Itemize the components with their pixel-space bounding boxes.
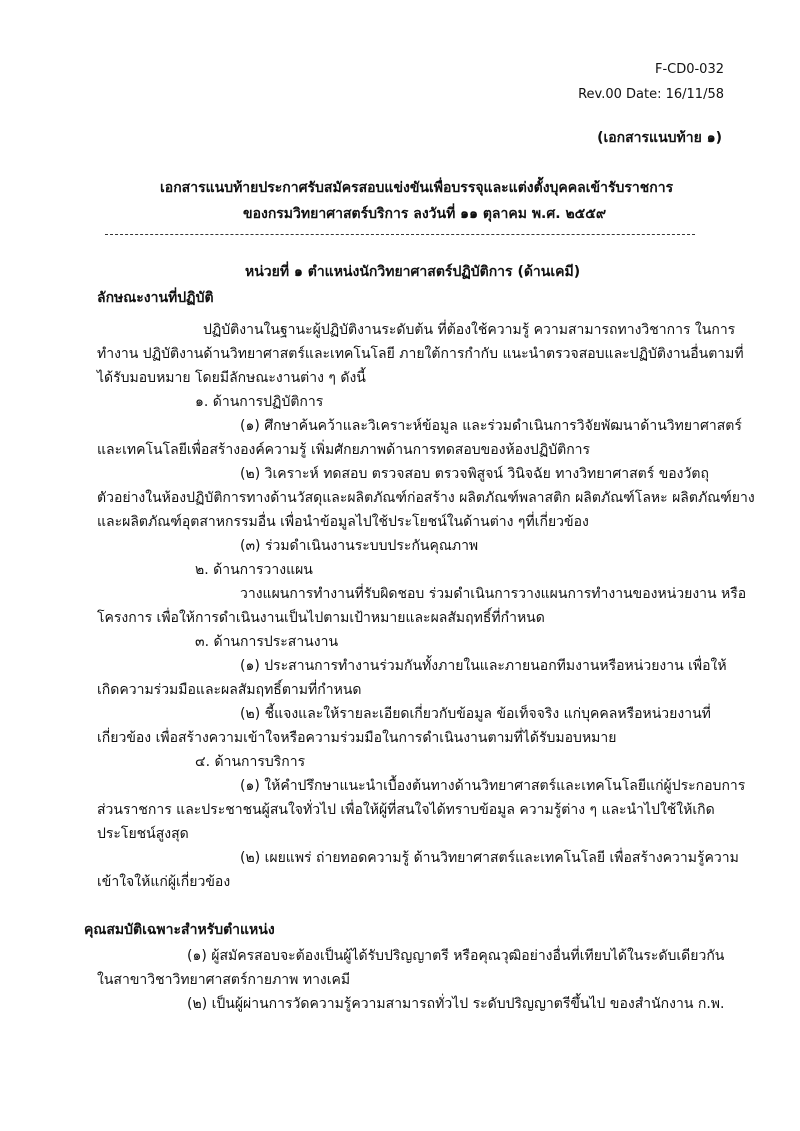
intro-line: ทำงาน ปฏิบัติงานด้านวิทยาศาสตร์และเทคโนโลยี ภายใต้การกำกับ แนะนำตรวจสอบและปฏิบัติงานอื่นตามที่ (97, 346, 744, 362)
coordination-item-2-cont: เกี่ยวข้อง เพื่อสร้างความเข้าใจหรือความร่วมมือในการดำเนินงานตามที่ได้รับมอบหมาย (97, 730, 617, 746)
duties-heading: ลักษณะงานที่ปฏิบัติ (97, 290, 214, 306)
intro-line: ได้รับมอบหมาย โดยมีลักษณะงานต่าง ๆ ดังนี้ (97, 370, 366, 386)
section-planning-title: ๒. ด้านการวางแผน (195, 562, 313, 578)
qualifications-heading: คุณสมบัติเฉพาะสำหรับตำแหน่ง (84, 922, 275, 938)
operations-item-2: (๒) วิเคราะห์ ทดสอบ ตรวจสอบ ตรวจพิสูจน์ วินิจฉัย ทางวิทยาศาสตร์ ของวัตถุ (240, 466, 709, 482)
planning-body: วางแผนการทำงานที่รับผิดชอบ ร่วมดำเนินการวางแผนการทำงานของหน่วยงาน หรือ (240, 586, 747, 602)
unit-heading: หน่วยที่ ๑ ตำแหน่งนักวิทยาศาสตร์ปฏิบัติการ (ด้านเคมี) (245, 264, 581, 280)
doc-title-line2: ของกรมวิทยาศาสตร์บริการ ลงวันที่ ๑๑ ตุลาคม พ.ศ. ๒๕๕๙ (243, 206, 607, 222)
service-item-1: (๑) ให้คำปรึกษาแนะนำเบื้องต้นทางด้านวิทยาศาสตร์และเทคโนโลยีแก่ผู้ประกอบการ (240, 778, 746, 794)
section-operations-title: ๑. ด้านการปฏิบัติการ (195, 394, 324, 410)
service-item-1-cont: ส่วนราชการ และประชาชนผู้สนใจทั่วไป เพื่อให้ผู้ที่สนใจได้ทราบข้อมูล ความรู้ต่าง ๆ และนำไปใช้ให้เกิด (97, 802, 715, 818)
attachment-label: (เอกสารแนบท้าย ๑) (597, 130, 722, 146)
form-code: F-CD0-032 (654, 62, 724, 77)
operations-item-2-cont: และผลิตภัณฑ์อุตสาหกรรมอื่น เพื่อนำข้อมูลไปใช้ประโยชน์ในด้านต่าง ๆที่เกี่ยวข้อง (97, 514, 589, 530)
intro-line: ปฏิบัติงานในฐานะผู้ปฏิบัติงานระดับต้น ที่ต้องใช้ความรู้ ความสามารถทางวิชาการ ในการ (203, 322, 736, 338)
coordination-item-1: (๑) ประสานการทำงานร่วมกันทั้งภายในและภายนอกทีมงานหรือหน่วยงาน เพื่อให้ (240, 658, 727, 674)
operations-item-2-cont: ตัวอย่างในห้องปฏิบัติการทางด้านวัสดุและผลิตภัณฑ์ก่อสร้าง ผลิตภัณฑ์พลาสติก ผลิตภัณฑ์โลหะ ผลิตภัณฑ์ยาง (97, 490, 755, 506)
service-item-2-cont: เข้าใจให้แก่ผู้เกี่ยวข้อง (97, 874, 231, 890)
title-divider (105, 234, 695, 235)
operations-item-3: (๓) ร่วมดำเนินงานระบบประกันคุณภาพ (240, 538, 479, 554)
service-item-2: (๒) เผยแพร่ ถ่ายทอดความรู้ ด้านวิทยาศาสตร์และเทคโนโลยี เพื่อสร้างความรู้ความ (240, 850, 739, 866)
coordination-item-2: (๒) ชี้แจงและให้รายละเอียดเกี่ยวกับข้อมูล ข้อเท็จจริง แก่บุคคลหรือหน่วยงานที่ (240, 706, 711, 722)
qualification-item-1-cont: ในสาขาวิชาวิทยาศาสตร์กายภาพ ทางเคมี (97, 972, 351, 988)
qualification-item-1: (๑) ผู้สมัครสอบจะต้องเป็นผู้ได้รับปริญญาตรี หรือคุณวุฒิอย่างอื่นที่เทียบได้ในระดับเดียวกัน (187, 948, 725, 964)
operations-item-1: (๑) ศึกษาค้นคว้าและวิเคราะห์ข้อมูล และร่วมดำเนินการวิจัยพัฒนาด้านวิทยาศาสตร์ (240, 418, 742, 434)
operations-item-1-cont: และเทคโนโลยีเพื่อสร้างองค์ความรู้ เพิ่มศักยภาพด้านการทดสอบของห้องปฏิบัติการ (97, 442, 591, 458)
service-item-1-cont: ประโยชน์สูงสุด (97, 826, 189, 842)
coordination-item-1-cont: เกิดความร่วมมือและผลสัมฤทธิ์ตามที่กำหนด (97, 682, 362, 698)
qualification-item-2: (๒) เป็นผู้ผ่านการวัดความรู้ความสามารถทั่วไป ระดับปริญญาตรีขึ้นไป ของสำนักงาน ก.พ. (187, 996, 725, 1012)
doc-title-line1: เอกสารแนบท้ายประกาศรับสมัครสอบแข่งขันเพื่อบรรจุและแต่งตั้งบุคคลเข้ารับราชการ (160, 180, 674, 196)
planning-body-cont: โครงการ เพื่อให้การดำเนินงานเป็นไปตามเป้าหมายและผลสัมฤทธิ์ที่กำหนด (97, 610, 545, 626)
section-coordination-title: ๓. ด้านการประสานงาน (195, 634, 339, 650)
section-service-title: ๔. ด้านการบริการ (195, 754, 306, 770)
revision-date: Rev.00 Date: 16/11/58 (578, 87, 724, 102)
